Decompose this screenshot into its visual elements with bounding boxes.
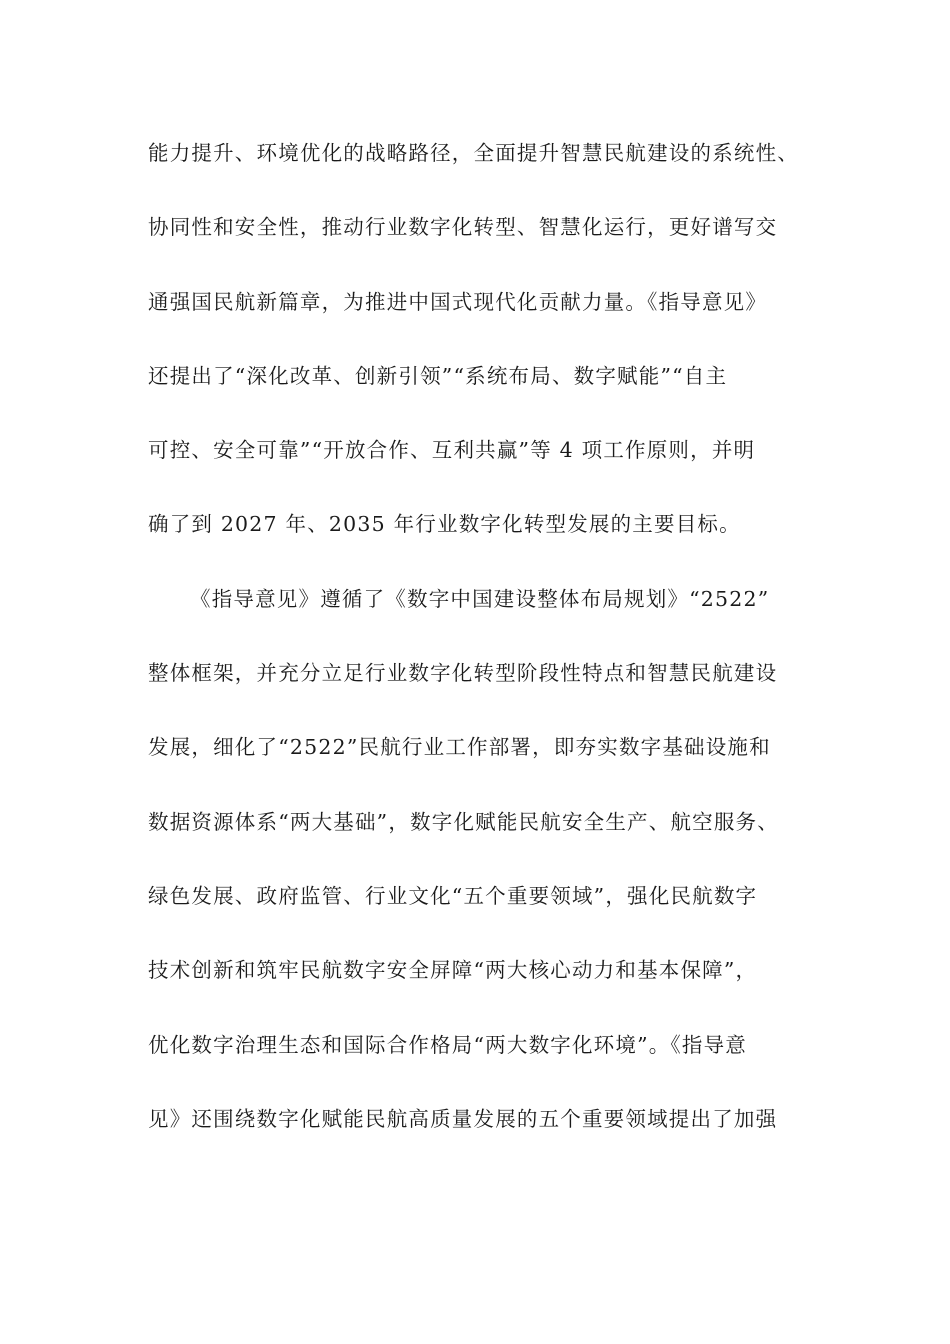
text-line-14: 见》还围绕数字化赋能民航高质量发展的五个重要领域提出了加强 bbox=[148, 1106, 778, 1131]
text-line-3: 通强国民航新篇章，为推进中国式现代化贡献力量。《指导意见》 bbox=[148, 289, 768, 314]
text-line-1: 能力提升、环境优化的战略路径，全面提升智慧民航建设的系统性、 bbox=[148, 141, 799, 165]
text-line-4: 还提出了“深化改革、创新引领”“系统布局、数字赋能”“自主 bbox=[148, 363, 728, 388]
text-line-11: 绿色发展、政府监管、行业文化“五个重要领域”，强化民航数字 bbox=[148, 883, 758, 908]
body-text bbox=[148, 130, 828, 1170]
text-line-10: 数据资源体系“两大基础”，数字化赋能民航安全生产、航空服务、 bbox=[148, 809, 779, 834]
text-line-8: 整体框架，并充分立足行业数字化转型阶段性特点和智慧民航建设 bbox=[148, 661, 778, 686]
text-line-5: 可控、安全可靠”“开放合作、互利共赢”等 4 项工作原则，并明 bbox=[148, 438, 756, 463]
text-line-9: 发展，细化了“2522”民航行业工作部署，即夯实数字基础设施和 bbox=[148, 735, 771, 760]
paragraph-2-first-line: 《指导意见》遵循了《数字中国建设整体布局规划》“2522” bbox=[190, 586, 770, 611]
text-line-13: 优化数字治理生态和国际合作格局“两大数字化环境”。《指导意 bbox=[148, 1032, 748, 1057]
text-line-12: 技术创新和筑牢民航数字安全屏障“两大核心动力和基本保障”， bbox=[148, 958, 758, 983]
text-line-2: 协同性和安全性，推动行业数字化转型、智慧化运行，更好谱写交 bbox=[148, 215, 778, 240]
text-line-6: 确了到 2027 年、2035 年行业数字化转型发展的主要目标。 bbox=[148, 512, 741, 537]
